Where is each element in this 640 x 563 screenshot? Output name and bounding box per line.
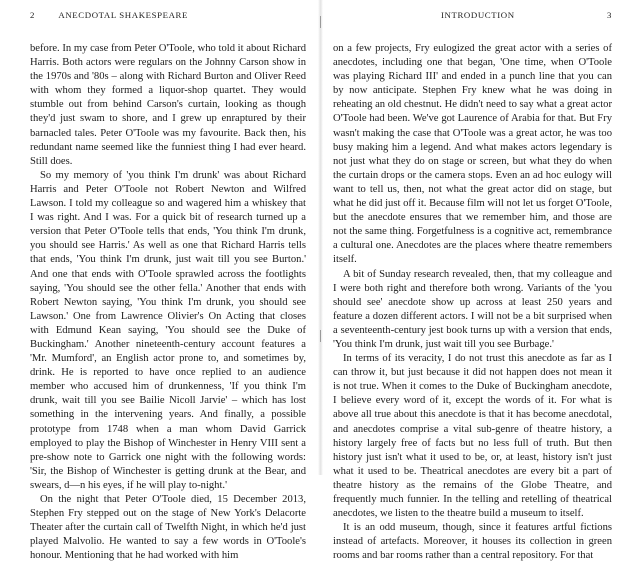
paragraph: So my memory of 'you think I'm drunk' was about Richard Harris and Peter O'Toole not Robert Newton and Wilfred Lawson. I told my colleague so and wagered him a whiskey that I was right. And I was. For a quick bit of research turned up a version that Peter O'Toole tells that ends, 'You think I'm drunk, you should see Harris.' As well as one that Richard Harris tells that ends, 'You think I'm drunk, just wait till you see Burton.' And one that ends with O'Toole sprawled across the footlights saying, 'You should see the other fella.' Another that ends with Robert Newton saying, 'You think I'm drunk, you should see Lawson.' One from Lawrence Olivier's On Acting that closes with Edmund Kean saying, 'You should see the Duke of Buckingham.' Another nineteenth-century account features a 'Mr. Mumford', an English actor prone to, and sometimes by, drink. He is reported to have once replied to an audience member who accused him of drunkenness, 'If you think I'm drunk, wait till you see Bailie Nicoll Jarvie' – which has lost something in the intervening years. And finally, a possible prototype from 1748 when a man whom David Garrick employed to play the Bishop of Winchester in Henry VIII sent a pre-show note to Garrick one night with the following words: 'Sir, the Bishop of Winchester is getting drunk at the Bear, and swears, d—n his eyes, if he will play to-night.' [30, 169, 306, 491]
paragraph: In terms of its veracity, I do not trust this anecdote as far as I can throw it, but just because it did not happen does not mean it is not true. When it comes to the Duke of Buckingham anecdote, I believe every word of it, except the words of it. For what is above all true about this anecdote is that it has become anecdotal, and anecdotes comprise a vital sub-genre of theatre history, a history largely free of facts but no less full of truth. But then history just isn't what it used to be, or, at least, history isn't just what it used to be. Theatrical anecdotes are every bit a part of theatre history as the remains of the Globe Theatre, and frequently much funnier. In the telling and retelling of theatrical anecdotes, we listen to the theatre build a museum to itself. [333, 353, 612, 520]
right-page [321, 0, 640, 562]
paragraph: On the night that Peter O'Toole died, 15 December 2013, Stephen Fry stepped out on the stage of New York's Delacorte Theater after the curtain call of Twelfth Night, in which he'd just played Malvolio. He wanted to say a few words in O'Toole's honour. Mentioning that he had worked with him [30, 494, 306, 562]
left-page-number: 2 [30, 10, 35, 20]
left-running-title: ANECDOTAL SHAKESPEARE [58, 10, 188, 20]
paragraph: It is an odd museum, though, since it features artful fictions instead of artefacts. Moreover, it houses its collection in green rooms and bar rooms rather than a central repository. For that [333, 522, 612, 562]
right-body-text [333, 42, 612, 563]
left-page [0, 0, 320, 562]
paragraph: A bit of Sunday research revealed, then, that my colleague and I were both right and therefore both wrong. Variants of the 'you should see' anecdote show up across at least 250 years and feature a dozen different actors. I will not be a bit surprised when a seventeenth-century jest book turns up with a version that ends, 'You think I'm drunk, just wait till you see Burbage.' [333, 268, 612, 350]
right-running-head [333, 8, 612, 22]
paragraph: on a few projects, Fry eulogized the great actor with a series of anecdotes, including one that began, 'One time, when O'Toole was playing Richard III' and ended in a punch line that you can by now anticipate. Stephen Fry knew what he was doing in reheating an old chestnut. He didn't need to say what a great actor O'Toole had been. We've got Laurence of Arabia for that. But Fry wasn't making the case that O'Toole was a great actor, he was too busy making him a legend. And what makes actors legendary is not just what they do on stage or screen, but what they do when the curtain drops or the camera stops. Even an ad hoc eulogy will want to tell us, then, not what the great actor did on stage, but what he did just off it. Because film will not let us forget O'Toole, but the anecdote ensures that we remember him, and those are not the same thing. Forgetfulness is a cognitive act, remembrance a cultural one. Anecdotes are the places where theatre remembers itself. [333, 43, 612, 266]
left-body-text [30, 42, 306, 563]
right-running-title: INTRODUCTION [441, 10, 515, 20]
paragraph: before. In my case from Peter O'Toole, who told it about Richard Harris. Both actors were regulars on the Johnny Carson show in the 1970s and '80s – along with Richard Burton and Oliver Reed with whom they formed a liquor-shop quartet. They would stumble out from behind Carson's curtain, looking as though they'd just swam to shore, and I grew up enraptured by their barnacled tales. Peter O'Toole was my favourite. Back then, his redundant name seemed like the funniest thing I had ever heard. Still does. [30, 43, 306, 167]
left-running-head [30, 8, 306, 22]
right-page-number: 3 [607, 10, 612, 20]
